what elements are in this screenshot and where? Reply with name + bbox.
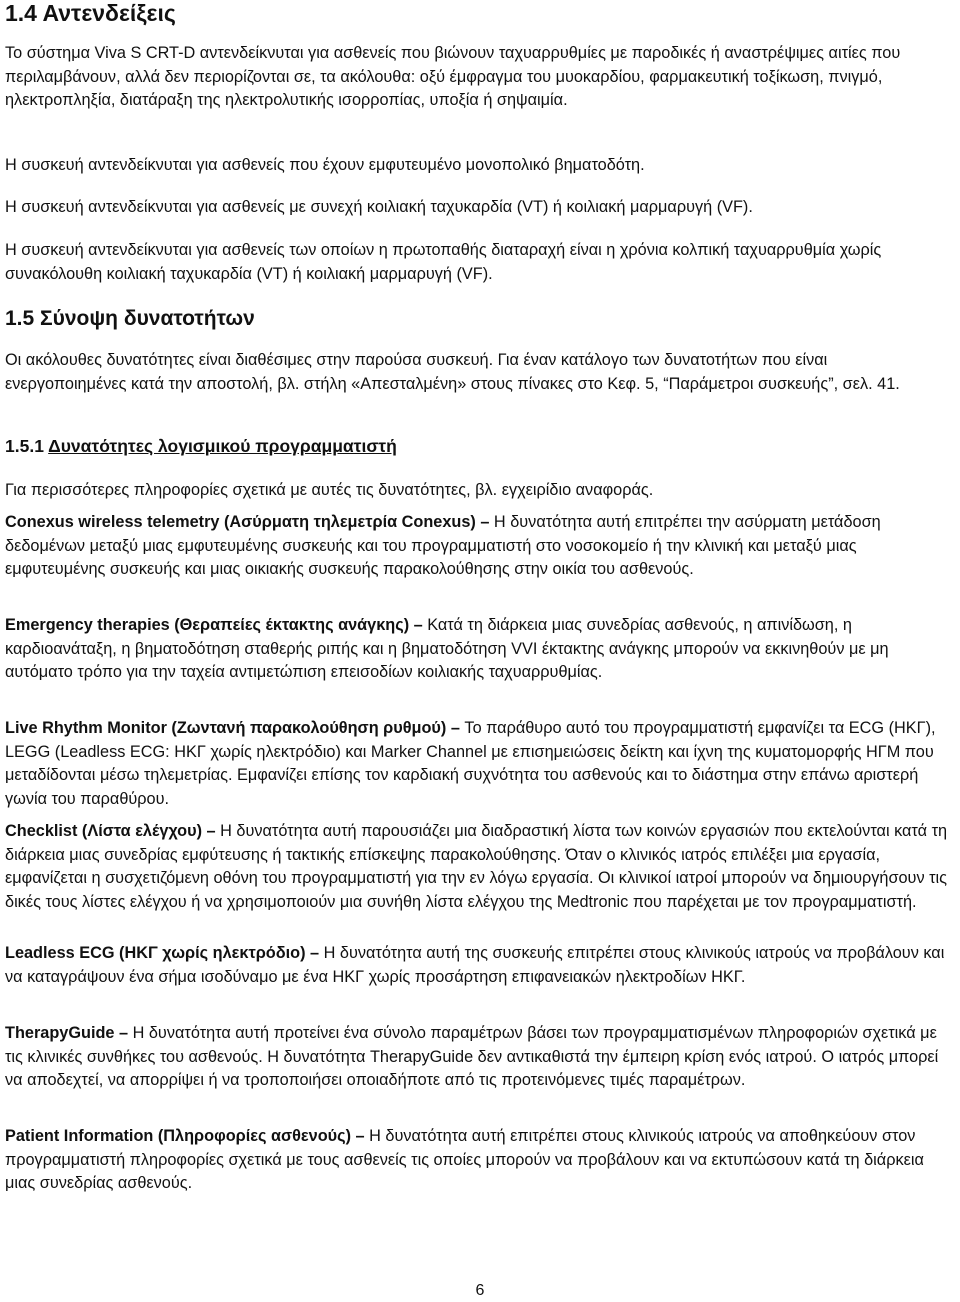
contraindications-paragraph-3 [5, 196, 953, 220]
feature-term: Checklist (Λίστα ελέγχου) – [5, 822, 216, 840]
feature-description: Κατά τη διάρκεια μιας συνεδρίας ασθενούς, η απινίδωση, η καρδιοανάταξη, η βηματοδότηση σταθερής ριπής και η βηματοδότηση VVI έκτακτης ανάγκης μπορούν να εκκινηθούν με μη αυτόματο τρόπο για την ταχεία αντιμετώπιση επεισοδίων κοιλιακής ταχυαρρυθμίας. [5, 616, 889, 681]
paragraph-text: Η συσκευή αντενδείκνυται για ασθενείς που έχουν εμφυτευμένο μονοπολικό βηματοδότη. [5, 156, 645, 174]
feature-term: Leadless ECG (ΗΚΓ χωρίς ηλεκτρόδιο) – [5, 944, 320, 962]
feature-emergency-therapies [5, 614, 953, 685]
features-intro-paragraph [5, 349, 953, 396]
contraindications-paragraph-4 [5, 239, 953, 286]
feature-therapyguide [5, 1022, 953, 1093]
section-1-5-heading: 1.5 Σύνοψη δυνατοτήτων [5, 307, 255, 330]
feature-description: Το παράθυρο αυτό του προγραμματιστή εμφανίζει τα ECG (ΗΚΓ), LEGG (Leadless ECG: ΗΚΓ χωρίς ηλεκτρόδιο) και Marker Channel με επισημειώσεις δείκτη και ίχνη της κυματομορφής ΗΓΜ που μεταδίδονται μέσω τηλεμετρίας. Εμφανίζει επίσης τον καρδιακή συχνότητα του ασθενούς και το διάστημα στην επάνω αριστερή γωνία του παραθύρου. [5, 719, 936, 808]
feature-conexus [5, 511, 953, 582]
section-1-5-heading-wrap [5, 306, 953, 332]
feature-description: Η δυνατότητα αυτή παρουσιάζει μια διαδραστική λίστα των κοινών εργασιών που εκτελούνται κατά τη διάρκεια μιας συνεδρίας εμφύτευσης ή τακτικής επίσκεψης παρακολούθησης. Όταν ο κλινικός ιατρός επιλέξει μια εργασία, εμφανίζεται η συσχετιζόμενη οθόνη του προγραμματιστή για την εν λόγω εργασία. Οι κλινικοί ιατροί μπορούν να δημιουργήσουν τις δικές τους λίστες ελέγχου ή να χρησιμοποιούν μια συνήθη λίστα ελέγχου της Medtronic που παρέχεται με τον προγραμματιστή. [5, 822, 948, 911]
paragraph-text: Η συσκευή αντενδείκνυται για ασθενείς με συνεχή κοιλιακή ταχυκαρδία (VT) ή κοιλιακή μαρμαρυγή (VF). [5, 198, 753, 216]
feature-description: Η δυνατότητα αυτή προτείνει ένα σύνολο παραμέτρων βάσει των προγραμματισμένων πληροφοριών σχετικά με τις κλινικές συνθήκες του ασθενούς. Η δυνατότητα TherapyGuide δεν αντικαθιστά την έμπειρη κρίση ενός ιατρού. Ο ιατρός μπορεί να αποδεχτεί, να απορρίψει ή να τροποποιήσει οποιαδήποτε από τις προτεινόμενες τιμές παραμέτρων. [5, 1024, 939, 1089]
feature-term: Patient Information (Πληροφορίες ασθενούς) – [5, 1127, 365, 1145]
feature-live-rhythm-monitor [5, 717, 953, 811]
section-1-5-1-heading [5, 434, 953, 458]
feature-checklist [5, 820, 953, 914]
feature-description: Η δυνατότητα αυτή της συσκευής επιτρέπει στους κλινικούς ιατρούς να προβάλουν και να καταγράψουν ένα σήμα ισοδύναμο με ένα ΗΚΓ χωρίς προσάρτηση επιφανειακών ηλεκτροδίων ΗΚΓ. [5, 944, 945, 986]
section-1-5-1-heading-wrap [5, 434, 953, 458]
feature-patient-information [5, 1125, 953, 1196]
feature-term: Emergency therapies (Θεραπείες έκτακτης ανάγκης) – [5, 616, 423, 634]
feature-description: Η δυνατότητα αυτή επιτρέπει στους κλινικούς ιατρούς να αποθηκεύουν στον προγραμματιστή πληροφορίες σχετικά με τους ασθενείς τις οποίες μπορούν να προβάλουν και να εκτυπώσουν κατά τη διάρκεια μιας συνεδρίας ασθενούς. [5, 1127, 924, 1192]
page-number: 6 [475, 1282, 485, 1299]
paragraph-text: Για περισσότερες πληροφορίες σχετικά με αυτές τις δυνατότητες, βλ. εγχειρίδιο αναφοράς. [5, 481, 654, 499]
section-number: 1.5.1 [5, 436, 44, 456]
section-1-4-heading: 1.4 Αντενδείξεις [5, 0, 176, 26]
feature-term: TherapyGuide – [5, 1024, 129, 1042]
paragraph-text: Η συσκευή αντενδείκνυται για ασθενείς των οποίων η πρωτοπαθής διαταραχή είναι η χρόνια κολπική ταχυαρρυθμία χωρίς συνακόλουθη κοιλιακή ταχυκαρδία (VT) ή κοιλιακή μαρμαρυγή (VF). [5, 241, 882, 283]
feature-leadless-ecg [5, 942, 953, 989]
paragraph-text: Οι ακόλουθες δυνατότητες είναι διαθέσιμες στην παρούσα συσκευή. Για έναν κατάλογο των δυνατοτήτων που είναι ενεργοποιημένες κατά την αποστολή, βλ. στήλη «Απεσταλμένη» στους πίνακες στο Κεφ. 5, “Παράμετροι συσκευής”, σελ. 41. [5, 351, 900, 393]
programmer-features-intro [5, 479, 953, 503]
contraindications-paragraph-2 [5, 154, 953, 178]
paragraph-text: Το σύστημα Viva S CRT-D αντενδείκνυται για ασθενείς που βιώνουν ταχυαρρυθμίες με παροδικές ή αναστρέψιμες αιτίες που περιλαμβάνουν, αλλά δεν περιορίζονται σε, τα ακόλουθα: οξύ έμφραγμα του μυοκαρδίου, φαρμακευτική τοξίκωση, πνιγμό, ηλεκτροπληξία, διατάραξη της ηλεκτρολυτικής ισορροπίας, υποξία ή σηψαιμία. [5, 44, 901, 109]
feature-description: Η δυνατότητα αυτή επιτρέπει την ασύρματη μετάδοση δεδομένων μεταξύ μιας εμφυτευμένης συσκευής και του προγραμματιστή στο νοσοκομείο ή την κλινική και μεταξύ μιας εμφυτευμένης συσκευής και μιας οικιακής συσκευής παρακολούθησης στην οικία του ασθενούς. [5, 513, 881, 578]
contraindications-paragraph-1 [5, 42, 953, 113]
section-title: Δυνατότητες λογισμικού προγραμματιστή [48, 436, 397, 456]
feature-term: Conexus wireless telemetry (Ασύρματη τηλεμετρία Conexus) – [5, 513, 490, 531]
feature-term: Live Rhythm Monitor (Ζωντανή παρακολούθηση ρυθμού) – [5, 719, 460, 737]
